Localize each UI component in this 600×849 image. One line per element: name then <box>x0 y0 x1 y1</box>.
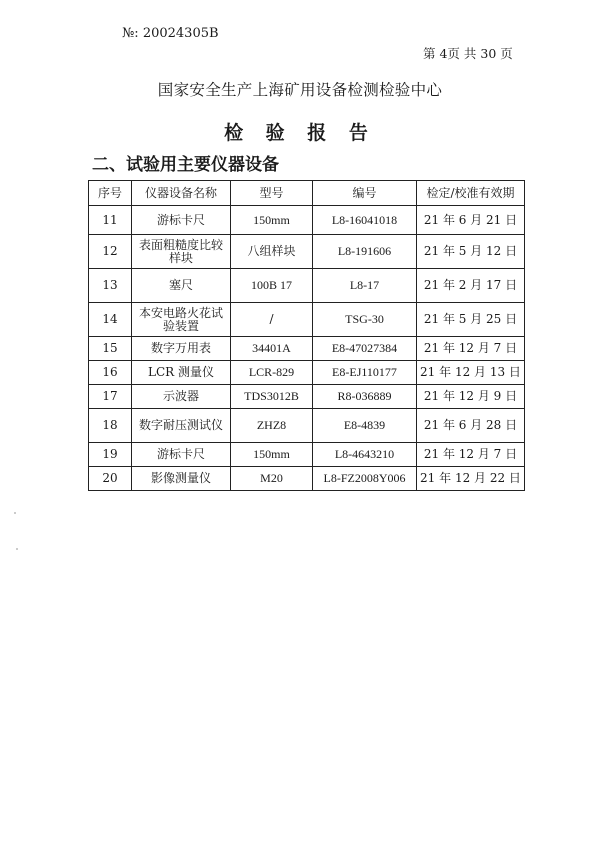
row-valid: 21 年 6 月 28 日 <box>417 409 525 443</box>
scan-speck <box>14 512 16 514</box>
row-no: 13 <box>89 269 132 303</box>
row-no: 14 <box>89 303 132 337</box>
header-valid: 检定/校准有效期 <box>417 181 525 206</box>
row-valid: 21 年 12 月 22 日 <box>417 467 525 491</box>
report-title: 检 验 报 告 <box>224 122 376 144</box>
row-no: 19 <box>89 443 132 467</box>
header-id: 编号 <box>313 181 417 206</box>
row-name: 影像测量仪 <box>132 467 231 491</box>
row-no: 11 <box>89 206 132 235</box>
row-model: LCR-829 <box>231 361 313 385</box>
row-model: M20 <box>231 467 313 491</box>
table-row <box>89 361 525 385</box>
equipment-table <box>88 180 525 491</box>
header-no: 序号 <box>89 181 132 206</box>
table-row <box>89 337 525 361</box>
row-name: 本安电路火花试验装置 <box>132 303 231 337</box>
row-model: 100B 17 <box>231 269 313 303</box>
row-valid: 21 年 6 月 21 日 <box>417 206 525 235</box>
row-valid: 21 年 2 月 17 日 <box>417 269 525 303</box>
table-row <box>89 303 525 337</box>
row-id: L8-FZ2008Y006 <box>313 467 417 491</box>
row-id: E8-EJ110177 <box>313 361 417 385</box>
row-model: TDS3012B <box>231 385 313 409</box>
row-name: 游标卡尺 <box>132 206 231 235</box>
scan-speck <box>16 548 18 550</box>
report-number: №: 20024305B <box>122 26 219 41</box>
row-id: E8-47027384 <box>313 337 417 361</box>
row-id: L8-191606 <box>313 235 417 269</box>
header-model: 型号 <box>231 181 313 206</box>
row-name: LCR 测量仪 <box>132 361 231 385</box>
row-model: / <box>231 303 313 337</box>
table-row <box>89 443 525 467</box>
row-valid: 21 年 5 月 25 日 <box>417 303 525 337</box>
organization-name: 国家安全生产上海矿用设备检测检验中心 <box>157 81 443 99</box>
row-name: 塞尺 <box>132 269 231 303</box>
header-name: 仪器设备名称 <box>132 181 231 206</box>
row-id: L8-4643210 <box>313 443 417 467</box>
table-row <box>89 206 525 235</box>
row-valid: 21 年 12 月 13 日 <box>417 361 525 385</box>
row-model: 150mm <box>231 443 313 467</box>
table-row <box>89 409 525 443</box>
row-model: ZHZ8 <box>231 409 313 443</box>
row-name: 游标卡尺 <box>132 443 231 467</box>
row-id: TSG-30 <box>313 303 417 337</box>
row-no: 20 <box>89 467 132 491</box>
section-title: 二、试验用主要仪器设备 <box>92 155 279 175</box>
page-count: 第 4页 共 30 页 <box>423 46 513 61</box>
row-no: 16 <box>89 361 132 385</box>
row-model: 八组样块 <box>231 235 313 269</box>
table-row <box>89 385 525 409</box>
table-row <box>89 269 525 303</box>
row-id: L8-16041018 <box>313 206 417 235</box>
row-valid: 21 年 12 月 7 日 <box>417 443 525 467</box>
row-no: 12 <box>89 235 132 269</box>
row-id: R8-036889 <box>313 385 417 409</box>
row-id: L8-17 <box>313 269 417 303</box>
row-name: 数字万用表 <box>132 337 231 361</box>
row-valid: 21 年 12 月 7 日 <box>417 337 525 361</box>
table-header-row <box>89 181 525 206</box>
row-name: 表面粗糙度比较样块 <box>132 235 231 269</box>
row-valid: 21 年 5 月 12 日 <box>417 235 525 269</box>
row-no: 18 <box>89 409 132 443</box>
row-name: 数字耐压测试仪 <box>132 409 231 443</box>
row-valid: 21 年 12 月 9 日 <box>417 385 525 409</box>
table-row <box>89 235 525 269</box>
row-id: E8-4839 <box>313 409 417 443</box>
row-name: 示波器 <box>132 385 231 409</box>
row-model: 150mm <box>231 206 313 235</box>
row-no: 17 <box>89 385 132 409</box>
table-row <box>89 467 525 491</box>
row-no: 15 <box>89 337 132 361</box>
row-model: 34401A <box>231 337 313 361</box>
